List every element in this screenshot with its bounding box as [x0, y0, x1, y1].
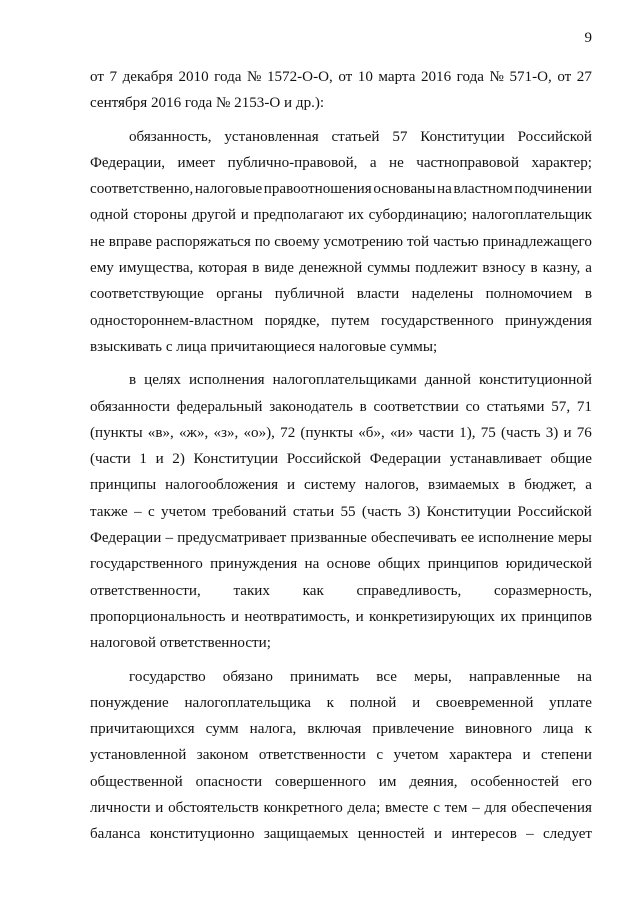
- text-line: Федерации, имеет публично-правовой, а не частноправовой характер;: [90, 154, 592, 171]
- text-line: Федерации – предусматривает призванные обеспечивать ее исполнение меры: [90, 530, 592, 547]
- paragraph-spacer: [90, 657, 592, 664]
- text-line: причитающихся сумм налога, включая привлечение виновного лица к: [90, 721, 592, 738]
- text-line: (пункты «в», «ж», «з», «о»), 72 (пункты «б», «и» части 1), 75 (часть 3) и 76: [90, 424, 592, 441]
- text-line: не вправе распоряжаться по своему усмотрению той частью принадлежащего: [90, 233, 592, 250]
- text-line: соответственно, налоговые правоотношения основаны на властном подчинении: [90, 181, 592, 198]
- text-line: установленной законом ответственности с учетом характера и степени: [90, 747, 592, 764]
- text-line: обязанность, установленная статьей 57 Конституции Российской: [129, 128, 592, 145]
- text-line: (части 1 и 2) Конституции Российской Федерации устанавливает общие: [90, 451, 592, 468]
- text-line: пропорциональность и неотвратимость, и конкретизирующих их принципов: [90, 608, 592, 625]
- text-line: понуждение налогоплательщика к полной и своевременной уплате: [90, 694, 592, 711]
- page-number: 9: [584, 30, 592, 46]
- paragraph: [90, 124, 592, 361]
- paragraph-spacer: [90, 117, 592, 124]
- text-line: личности и обстоятельств конкретного дела; вместе с тем – для обеспечения: [90, 800, 592, 817]
- text-line: государство обязано принимать все меры, направленные на: [129, 668, 592, 685]
- document-body: [90, 64, 592, 848]
- text-line: соответствующие органы публичной власти наделены полномочием в: [90, 286, 592, 303]
- text-line: баланса конституционно защищаемых ценностей и интересов – следует: [90, 826, 592, 843]
- text-line: от 7 декабря 2010 года № 1572-О-О, от 10 марта 2016 года № 571-О, от 27: [90, 69, 592, 85]
- text-line: принципы налогообложения и систему налогов, взимаемых в бюджет, а: [90, 477, 592, 494]
- text-line: государственного принуждения на основе общих принципов юридической: [90, 556, 592, 573]
- text-line: одностороннем-властном порядке, путем государственного принуждения: [90, 312, 592, 329]
- text-line: ему имущества, которая в виде денежной суммы подлежит взносу в казну, а: [90, 260, 592, 277]
- text-line: также – с учетом требований статьи 55 (часть 3) Конституции Российской: [90, 503, 592, 520]
- paragraph-spacer: [90, 360, 592, 367]
- paragraph: [90, 64, 592, 117]
- text-line: обязанности федеральный законодатель в соответствии со статьями 57, 71: [90, 398, 592, 415]
- text-line: взыскивать с лица причитающиеся налоговые суммы;: [90, 338, 438, 355]
- paragraph: [90, 664, 592, 848]
- text-line: сентября 2016 года № 2153-О и др.):: [90, 95, 325, 112]
- text-line: ответственности, таких как справедливость, соразмерность,: [90, 582, 592, 599]
- text-line: налоговой ответственности;: [90, 635, 271, 652]
- text-line: общественной опасности совершенного им деяния, особенностей его: [90, 773, 592, 790]
- text-line: одной стороны другой и предполагают их субординацию; налогоплательщик: [90, 207, 592, 224]
- paragraph: [90, 367, 592, 656]
- text-line: в целях исполнения налогоплательщиками данной конституционной: [129, 372, 592, 389]
